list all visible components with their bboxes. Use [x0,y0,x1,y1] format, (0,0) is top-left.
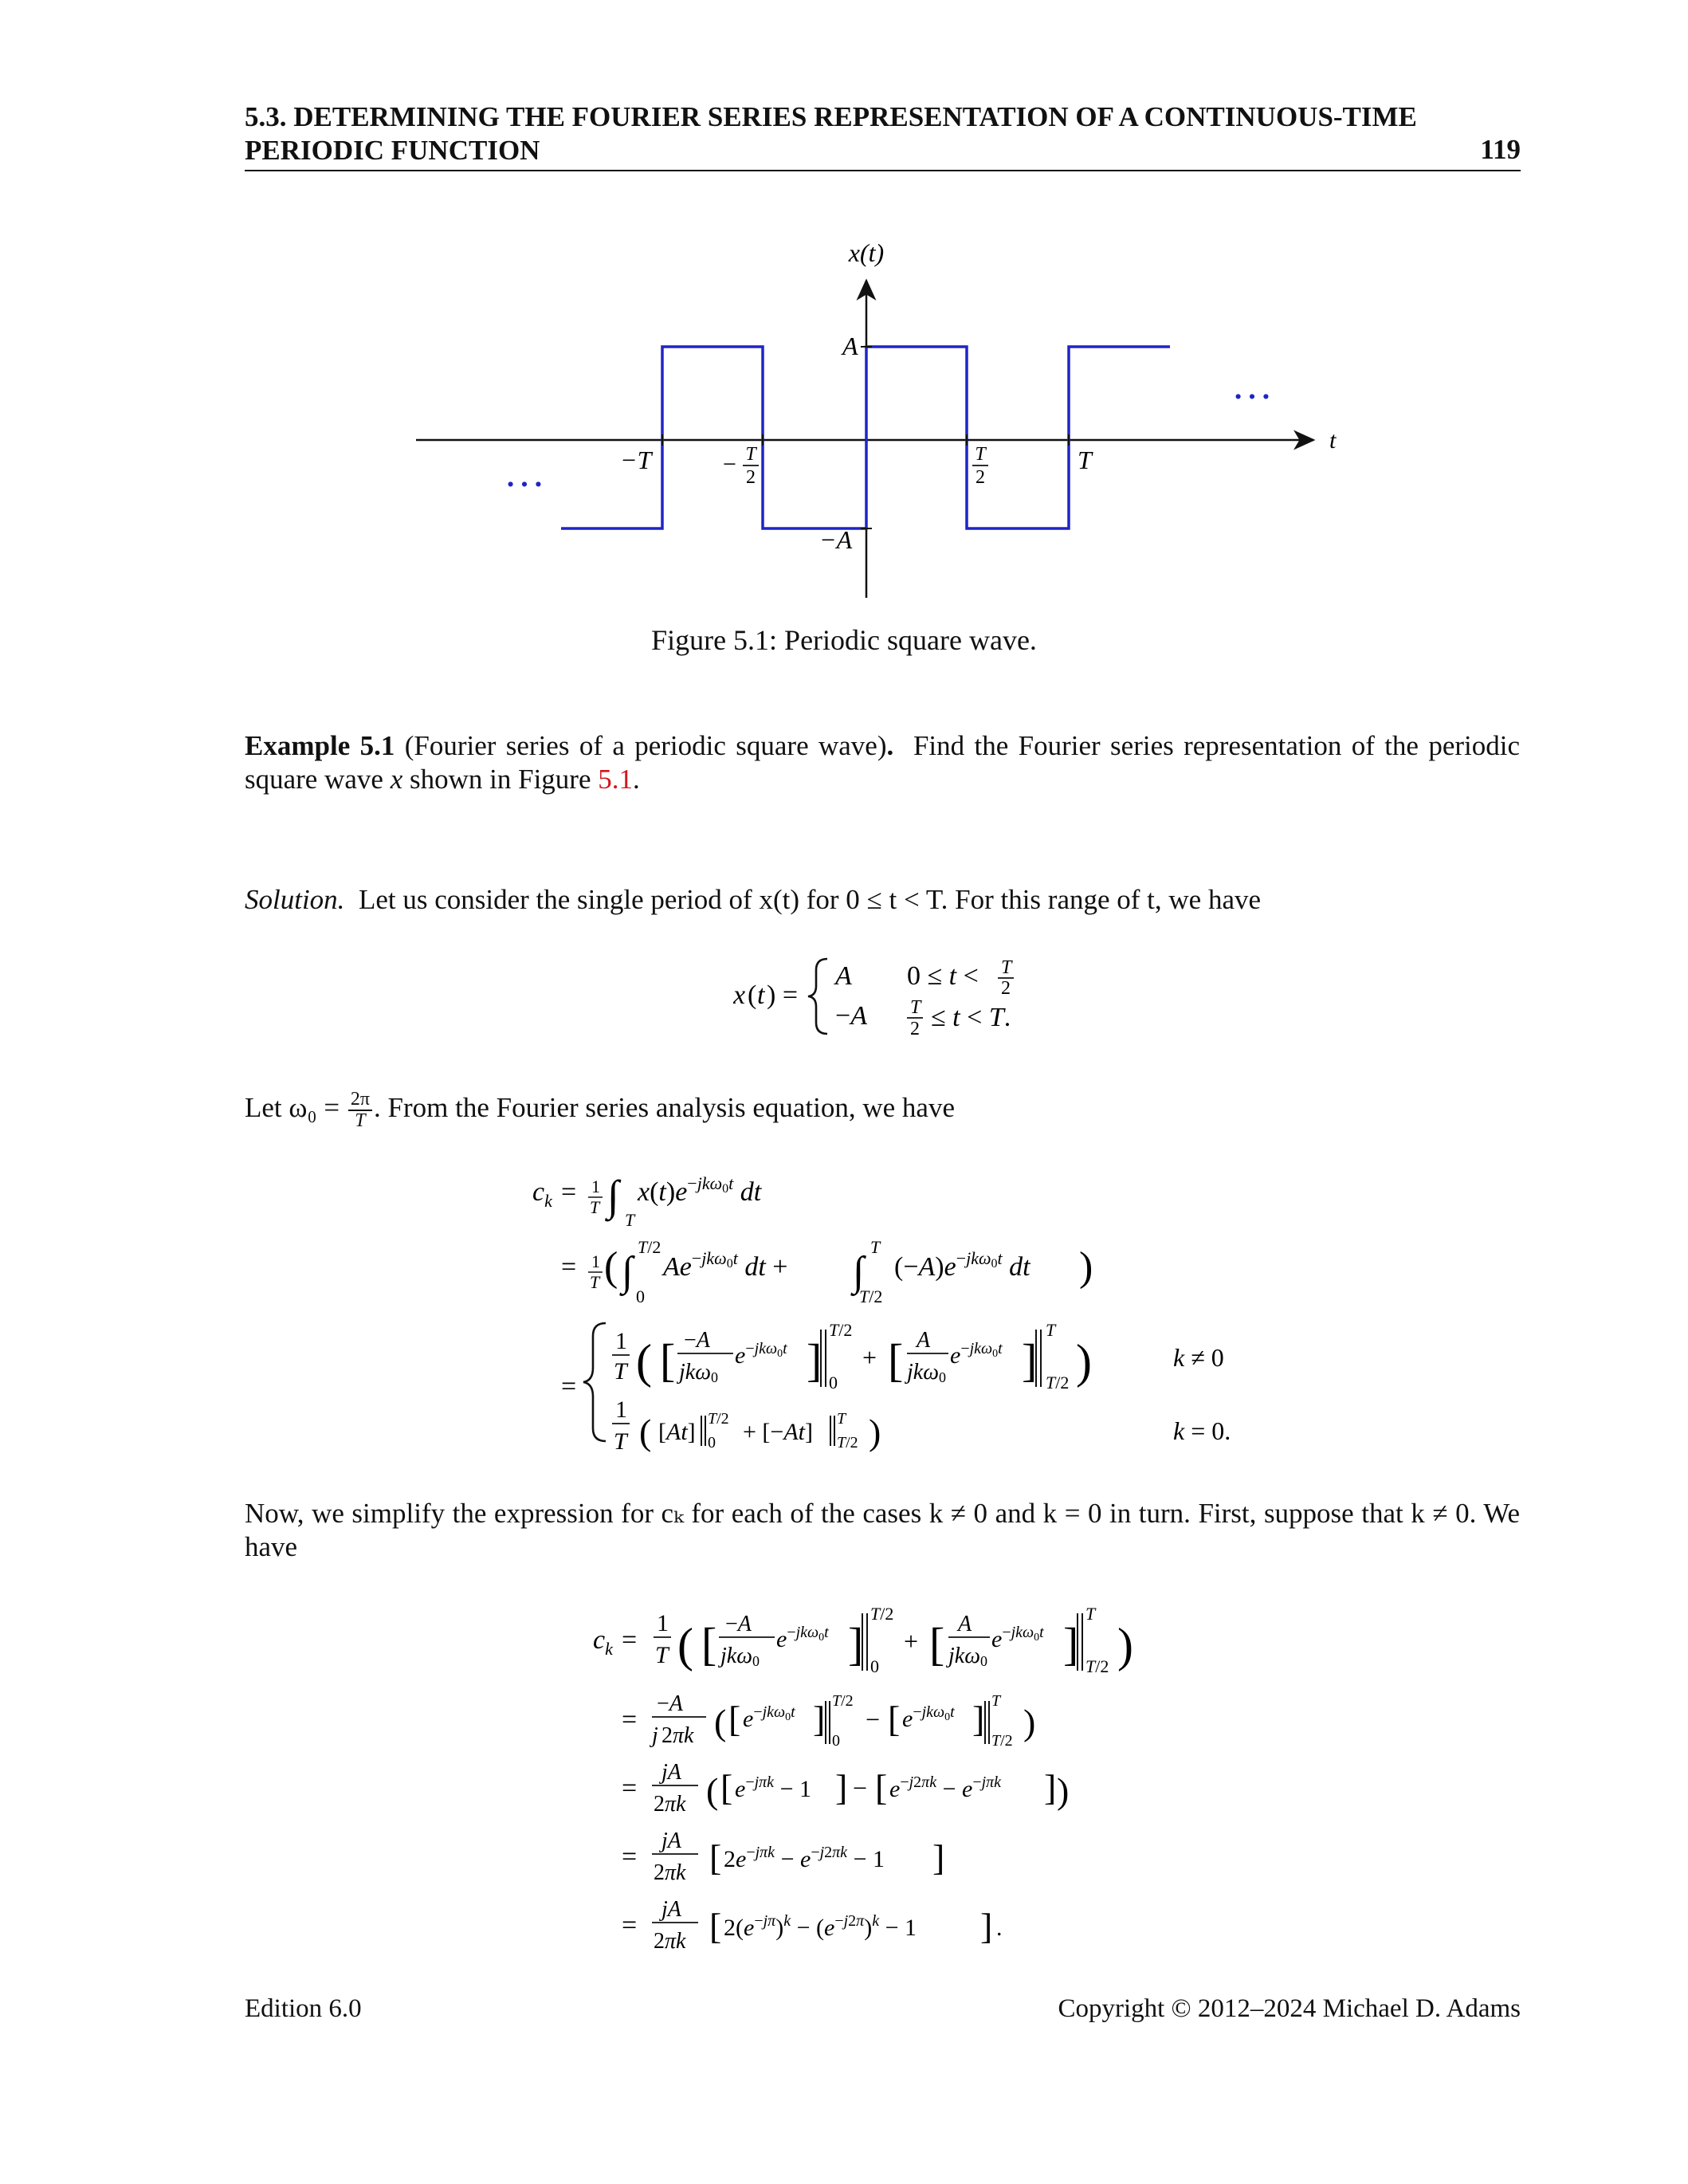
svg-text:e−jkω0t: e−jkω0t [776,1624,829,1652]
svg-text:T/2: T/2 [832,1692,854,1710]
svg-text:(: ( [639,1412,652,1452]
ellipsis-left: … [504,450,545,496]
svg-text:2πk: 2πk [654,1860,686,1885]
svg-text:(: ( [636,1335,652,1388]
svg-text:−: − [853,1774,868,1802]
svg-text:): ) [1023,1702,1036,1742]
svg-text:x: x [733,980,746,1010]
svg-text:jA: jA [661,1760,681,1785]
svg-text:[: [ [660,1334,676,1386]
svg-text:[: [ [709,1906,722,1946]
header-rule [245,170,1521,171]
svg-text:ck: $c_k$ [532,1177,552,1211]
svg-text:2e−jπk − e−j2πk − 1: $2e^{-j\pi k} - e^{-j2\pi k} - 1$ [724,1844,885,1872]
example-title: (Fourier series of a periodic square wave) [404,730,887,761]
svg-text:+ [−At]: + [−At] [743,1419,813,1445]
svg-text:2: 2 [910,1019,920,1039]
svg-text:e−jkω0t: e−jkω0t [991,1624,1044,1652]
svg-text:=: = [622,1911,638,1940]
svg-text:T/2: T/2 [837,1434,858,1451]
svg-text:T/2: T/2 [991,1732,1013,1750]
svg-text:=: = [622,1842,638,1872]
svg-text:k ≠ 0: k ≠ 0 [1173,1343,1224,1372]
svg-text:]: ] [1022,1334,1038,1386]
svg-text:0 ≤ t <: 0 ≤ t < [907,961,979,991]
svg-text:T: T [590,1197,600,1217]
svg-text:=: = [622,1705,638,1734]
svg-text:=: = [561,1252,577,1282]
solution-label: Solution. [245,884,345,915]
svg-text:∫: ∫ [622,1249,634,1294]
svg-text:): ) [1057,1770,1070,1811]
omega-paragraph: Let ω₀ = $\frac{2\pi}{T}$ . From the Fourier series analysis equation, we have [245,1089,955,1132]
label-neg-T: −T [620,446,652,474]
svg-text:=: = [622,1774,638,1803]
svg-text:T: T [837,1410,846,1428]
running-header-title: 5.3. DETERMINING THE FOURIER SERIES REPRESENTATION OF A CONTINUOUS-TIME PERIODIC FUNCTION [245,101,1417,166]
label-T: T [1078,446,1092,474]
equation-piecewise [733,953,1068,1040]
svg-text:[: [ [701,1618,717,1670]
svg-text:A: A [958,1612,972,1636]
figure-reference-link[interactable]: 5.1 [598,764,633,795]
svg-text:e−j2πk − e−jπk: $e^{-j2\pi k} - e^{-j\pi k}$ [889,1774,1002,1802]
svg-text:jA: jA [661,1829,681,1853]
svg-text:jkω0: jkω0 [907,1360,946,1385]
svg-text:T: T [1001,957,1012,978]
svg-text:[: [ [875,1767,888,1808]
svg-text:]: ] [972,1699,985,1739]
svg-text:e−jkω0t: e−jkω0t [743,1703,795,1732]
svg-text:≤ t < T.: ≤ t < T. [931,1003,1011,1032]
svg-text:A: A [835,961,852,991]
example-text-2: shown in Figure [410,764,591,795]
label-neg-T2-num: T [745,444,756,465]
svg-text:T: T [991,1692,1001,1710]
svg-text:0: 0 [636,1286,645,1306]
svg-text:t: t [757,980,765,1010]
svg-text:2πk: 2πk [661,1723,694,1748]
simplify-paragraph: Now, we simplify the expression for cₖ for each of the cases k ≠ 0 and k = 0 in turn. First, suppose that k ≠ 0. We have [245,1498,1520,1562]
svg-text:(: ( [677,1619,693,1671]
figure-caption: Figure 5.1: Periodic square wave. [651,624,1037,656]
omega-text-pre: Let ω₀ = [245,1092,340,1124]
svg-text:) =: ) = [767,980,798,1010]
svg-text:2: 2 [1001,978,1011,999]
svg-text:0: 0 [870,1656,879,1676]
svg-text:T: T [625,1210,635,1230]
svg-text:]: ] [1044,1767,1057,1808]
svg-text:A: A [917,1328,931,1353]
svg-text:T/2: T/2 [1085,1656,1109,1676]
svg-text:T: T [614,1428,627,1455]
svg-text:]: ] [980,1906,993,1946]
example-end: . [633,764,640,795]
svg-text:(: ( [714,1702,727,1742]
equation-analysis [526,1164,1275,1467]
svg-text:2πk: 2πk [654,1929,686,1954]
svg-text:−A: −A [725,1612,752,1636]
svg-text:jkω0: jkω0 [720,1644,760,1669]
omega-text-post: . From the Fourier series analysis equation, we have [374,1092,955,1124]
svg-text:[: [ [720,1767,733,1808]
svg-text:[: [ [929,1618,945,1670]
svg-text:T: T [614,1358,627,1385]
svg-text:k = 0.: k = 0. [1173,1416,1231,1445]
example-text: Find the Fourier series representation of the periodic square wave [245,730,1521,795]
svg-text:j: j [652,1723,658,1748]
page-number: 119 [1480,134,1521,165]
svg-text:[: [ [888,1334,904,1386]
svg-text:−A: −A [657,1691,683,1716]
svg-text:∫: ∫ [853,1249,865,1294]
svg-text:T/2: T/2 [829,1320,853,1340]
svg-text:1: 1 [657,1610,669,1636]
svg-text:): ) [1117,1619,1133,1671]
label-neg-T2-den: 2 [746,467,756,488]
svg-text:T: T [655,1642,669,1668]
label-neg-A: −A [819,525,853,554]
solution-paragraph [245,883,1520,917]
svg-text:]: ] [813,1699,826,1739]
svg-text:T/2: T/2 [638,1237,661,1257]
example-title-period: . [886,730,894,761]
svg-text:T: T [870,1237,881,1257]
ellipsis-right: … [1231,363,1273,408]
svg-text:[At]: [At] [658,1419,696,1445]
svg-text:]: ] [835,1767,848,1808]
svg-text:Ae−jkω0t dt +: $Ae^{-jk\omega 0t}$ dt + [663,1248,788,1282]
svg-text:T/2: T/2 [859,1286,883,1306]
svg-text:e−jkω0t: e−jkω0t [902,1703,955,1732]
svg-text:]: ] [848,1618,864,1670]
svg-text:jA: jA [661,1897,681,1922]
svg-text:(: ( [604,1244,618,1290]
svg-text:): ) [1076,1335,1092,1388]
svg-text:(−A)e−jkω0t dt: $(-A)e^{-jk\omega 0t}$ dt [894,1248,1030,1282]
svg-text:∫: ∫ [607,1172,619,1220]
svg-text:): ) [869,1412,881,1452]
svg-text:jkω0: jkω0 [679,1360,718,1385]
svg-text:e−jπk − 1: $e^{-j\pi k} - 1$ [735,1774,811,1802]
svg-text:[: [ [888,1699,901,1739]
svg-text:T/2: T/2 [1046,1373,1070,1392]
running-header [245,100,1520,167]
svg-text:e−jkω0t: e−jkω0t [735,1340,787,1369]
label-A: A [842,332,858,360]
label-neg-T2-sign: − [723,451,736,477]
svg-text:1: 1 [591,1176,600,1196]
svg-text:−A: −A [684,1328,710,1353]
svg-text:0: 0 [832,1732,840,1750]
label-T2-den: 2 [976,467,985,488]
svg-text:−A: −A [835,1001,867,1031]
equation-simplification [582,1586,1219,1985]
svg-text:T: T [1085,1604,1096,1624]
example-var: x [390,764,403,795]
footer-copyright: Copyright © 2012–2024 Michael D. Adams [1058,1994,1521,2023]
svg-text:+: + [862,1343,877,1372]
svg-text:=: = [561,1372,577,1401]
solution-intro: Let us consider the single period of x(t) for 0 ≤ t < T. For this range of t, we have [358,884,1262,915]
svg-text:x(t)e−jkω0t dt: $x(t)e^{-jk\omega 0t}$ dt [638,1173,762,1207]
svg-text:2(e−jπ)k − (e−j2π)k − 1: $2(e^{-j\pi})^k - (e^{-j2\pi})^k - 1$ [724,1912,917,1941]
svg-text:[: [ [728,1699,741,1739]
y-axis-label: x(t) [848,238,885,267]
svg-text:=: = [622,1625,638,1655]
svg-text:jkω0: jkω0 [948,1644,987,1669]
footer-edition: Edition 6.0 [245,1994,362,2023]
svg-text:=: = [561,1177,577,1207]
svg-text:(: ( [706,1770,719,1811]
svg-text:T/2: T/2 [870,1604,894,1624]
svg-text:[: [ [709,1837,722,1878]
svg-text:(: ( [748,980,757,1010]
x-axis-label: t [1329,427,1337,454]
square-wave-figure [398,231,1355,614]
svg-text:T: T [1046,1320,1056,1340]
example-label: Example 5.1 [245,730,395,761]
svg-text:1: 1 [615,1328,627,1354]
svg-text:e−jkω0t: e−jkω0t [950,1340,1003,1369]
svg-text:ck: $c_k$ [593,1625,613,1659]
example-paragraph [245,729,1520,796]
svg-text:T/2: T/2 [708,1410,729,1428]
svg-text:): ) [1079,1244,1093,1290]
svg-text:1: 1 [615,1396,627,1423]
svg-text:1: 1 [591,1251,600,1271]
label-T2-num: T [975,444,986,465]
svg-text:0: 0 [829,1373,838,1392]
svg-text:]: ] [1063,1618,1079,1670]
svg-text:T: T [590,1272,600,1292]
svg-text:.: . [996,1915,1003,1941]
svg-text:+: + [904,1627,919,1656]
svg-text:]: ] [932,1837,945,1878]
svg-text:−: − [866,1705,881,1734]
svg-text:]: ] [807,1334,822,1386]
square-wave-trace [561,347,1170,528]
svg-text:2πk: 2πk [654,1792,686,1817]
svg-text:T: T [910,997,921,1018]
svg-text:0: 0 [708,1434,716,1451]
